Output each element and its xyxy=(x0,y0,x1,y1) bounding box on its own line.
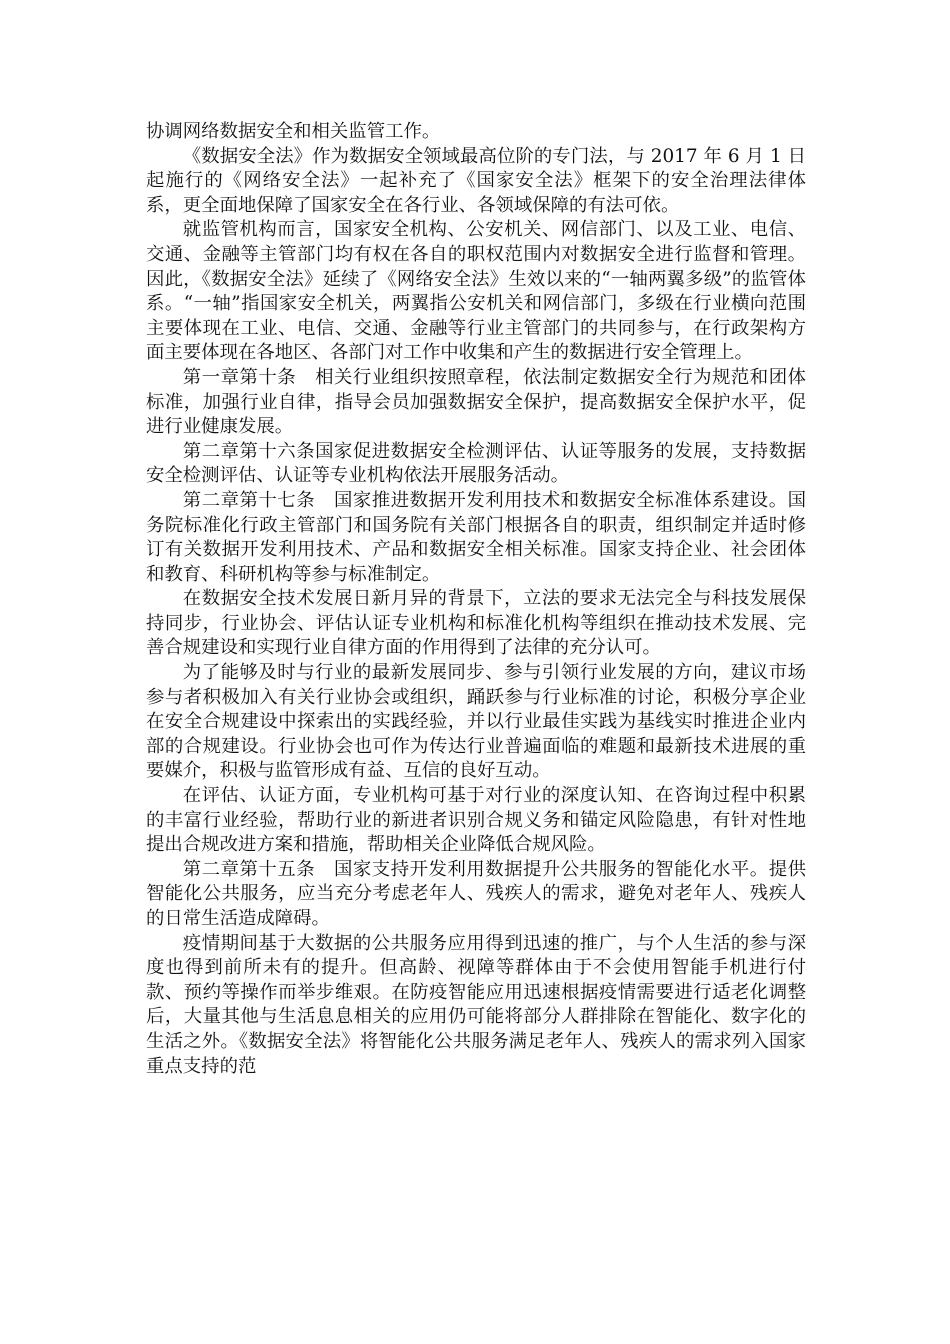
paragraph-5: 第二章第十六条国家促进数据安全检测评估、认证等服务的发展，支持数据安全检测评估、认证等专业机构依法开展服务活动。 xyxy=(146,440,806,487)
paragraph-9: 在评估、认证方面，专业机构可基于对行业的深度认知、在咨询过程中积累的丰富行业经验，帮助行业的新进者识别合规义务和锚定风险隐患，有针对性地提出合规改进方案和措施，帮助相关企业降低合规风险。 xyxy=(146,785,806,856)
paragraph-10: 第二章第十五条 国家支持开发利用数据提升公共服务的智能化水平。提供智能化公共服务，应当充分考虑老年人、残疾人的需求，避免对老年人、残疾人的日常生活造成障碍。 xyxy=(146,858,806,929)
paragraph-2: 《数据安全法》作为数据安全领域最高位阶的专门法，与 2017 年 6 月 1 日起施行的《网络安全法》一起补充了《国家安全法》框架下的安全治理法律体系，更全面地保障了国家安全在各行业、各领域保障的有法可依。 xyxy=(146,145,806,216)
document-page xyxy=(146,120,806,1079)
paragraph-6: 第二章第十七条 国家推进数据开发利用技术和数据安全标准体系建设。国务院标准化行政主管部门和国务院有关部门根据各自的职责，组织制定并适时修订有关数据开发利用技术、产品和数据安全相关标准。国家支持企业、社会团体和教育、科研机构等参与标准制定。 xyxy=(146,489,806,585)
paragraph-8: 为了能够及时与行业的最新发展同步、参与引领行业发展的方向，建议市场参与者积极加入有关行业协会或组织，踊跃参与行业标准的讨论，积极分享企业在安全合规建设中探索出的实践经验，并以行业最佳实践为基线实时推进企业内部的合规建设。行业协会也可作为传达行业普遍面临的难题和最新技术进展的重要媒介，积极与监管形成有益、互信的良好互动。 xyxy=(146,662,806,782)
paragraph-11: 疫情期间基于大数据的公共服务应用得到迅速的推广，与个人生活的参与深度也得到前所未有的提升。但高龄、视障等群体由于不会使用智能手机进行付款、预约等操作而举步维艰。在防疫智能应用迅速根据疫情需要进行适老化调整后，大量其他与生活息息相关的应用仍可能将部分人群排除在智能化、数字化的生活之外。《数据安全法》将智能化公共服务满足老年人、残疾人的需求列入国家重点支持的范 xyxy=(146,932,806,1077)
paragraph-4: 第一章第十条 相关行业组织按照章程，依法制定数据安全行为规范和团体标准，加强行业自律，指导会员加强数据安全保护，提高数据安全保护水平，促进行业健康发展。 xyxy=(146,366,806,438)
paragraph-7: 在数据安全技术发展日新月异的背景下，立法的要求无法完全与科技发展保持同步，行业协会、评估认证专业机构和标准化机构等组织在推动技术发展、完善合规建设和实现行业自律方面的作用得到了法律的充分认可。 xyxy=(146,588,806,659)
paragraph-1: 协调网络数据安全和相关监管工作。 xyxy=(146,121,441,142)
paragraph-3: 就监管机构而言，国家安全机构、公安机关、网信部门、以及工业、电信、交通、金融等主管部门均有权在各自的职权范围内对数据安全进行监督和管理。因此，《数据安全法》延续了《网络安全法》生效以来的“一轴两翼多级”的监管体系。“一轴”指国家安全机关，两翼指公安机关和网信部门，多级在行业横向范围主要体现在工业、电信、交通、金融等行业主管部门的共同参与，在行政架构方面主要体现在各地区、各部门对工作中收集和产生的数据进行安全管理上。 xyxy=(146,219,806,364)
